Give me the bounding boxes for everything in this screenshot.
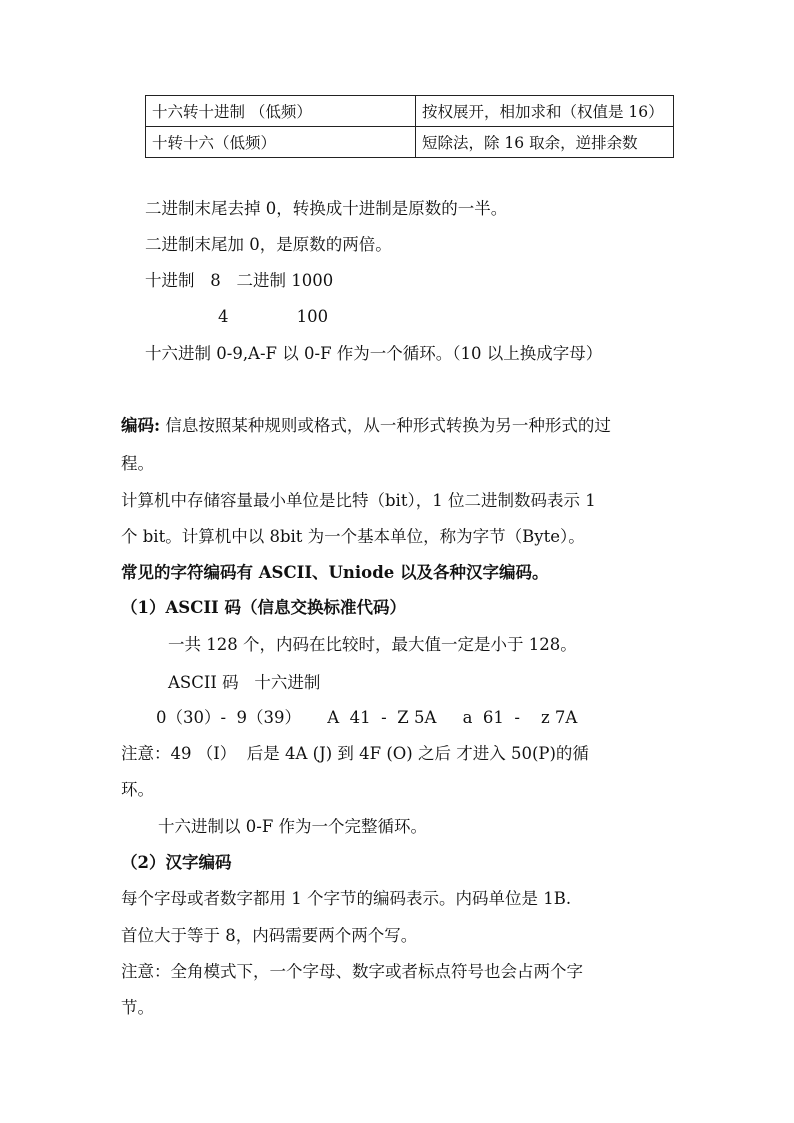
note-line: 注意：全角模式下，一个字母、数字或者标点符号也会占两个字 [121,962,583,981]
paragraph-line: 一共 128 个，内码在比较时，最大值一定是小于 128。 [168,635,577,654]
ascii-heading: （1）ASCII 码（信息交换标准代码） [121,598,407,617]
note-line: 十六进制 0-9,A-F 以 0-F 作为一个循环。（10 以上换成字母） [145,344,603,363]
paragraph-line: 首位大于等于 8，内码需要两个两个写。 [121,926,418,945]
table-cell: 十转十六（低频） [146,127,416,158]
table-cell: 短除法，除 16 取余，逆排余数 [416,127,674,158]
table-row [146,127,674,158]
paragraph-line: 十六进制以 0-F 作为一个完整循环。 [158,817,428,836]
note-line: 二进制末尾加 0，是原数的两倍。 [145,235,392,254]
ascii-range-line: 0（30）- 9（39） A 41 - Z 5A a 61 - z 7A [156,708,578,727]
note-line: 4 100 [218,307,329,326]
encoding-text: 程。 [121,454,154,473]
hanzi-heading: （2）汉字编码 [121,853,232,872]
paragraph-line: 每个字母或者数字都用 1 个字节的编码表示。内码单位是 1B. [121,889,572,908]
note-line: 环。 [121,780,154,799]
encoding-text: 信息按照某种规则或格式，从一种形式转换为另一种形式的过 [160,416,611,435]
paragraph-line: 个 bit。计算机中以 8bit 为一个基本单位，称为字节（Byte）。 [121,527,585,546]
note-line: 二进制末尾去掉 0，转换成十进制是原数的一半。 [145,199,508,218]
paragraph-line: ASCII 码 十六进制 [168,673,321,692]
note-line: 注意：49 （I） 后是 4A (J) 到 4F (O) 之后 才进入 50(P)的循 [121,744,589,763]
section-heading: 常见的字符编码有 ASCII、Uniode 以及各种汉字编码。 [121,563,549,582]
note-line: 十进制 8 二进制 1000 [145,271,334,290]
paragraph-line: 计算机中存储容量最小单位是比特（bit），1 位二进制数码表示 1 [121,491,596,510]
table-row [146,96,674,127]
conversion-table [145,95,674,158]
encoding-definition [121,415,611,437]
note-line: 节。 [121,998,154,1017]
table-cell: 十六转十进制 （低频） [146,96,416,127]
encoding-label: 编码: [121,416,161,435]
table-cell: 按权展开，相加求和（权值是 16） [416,96,674,127]
